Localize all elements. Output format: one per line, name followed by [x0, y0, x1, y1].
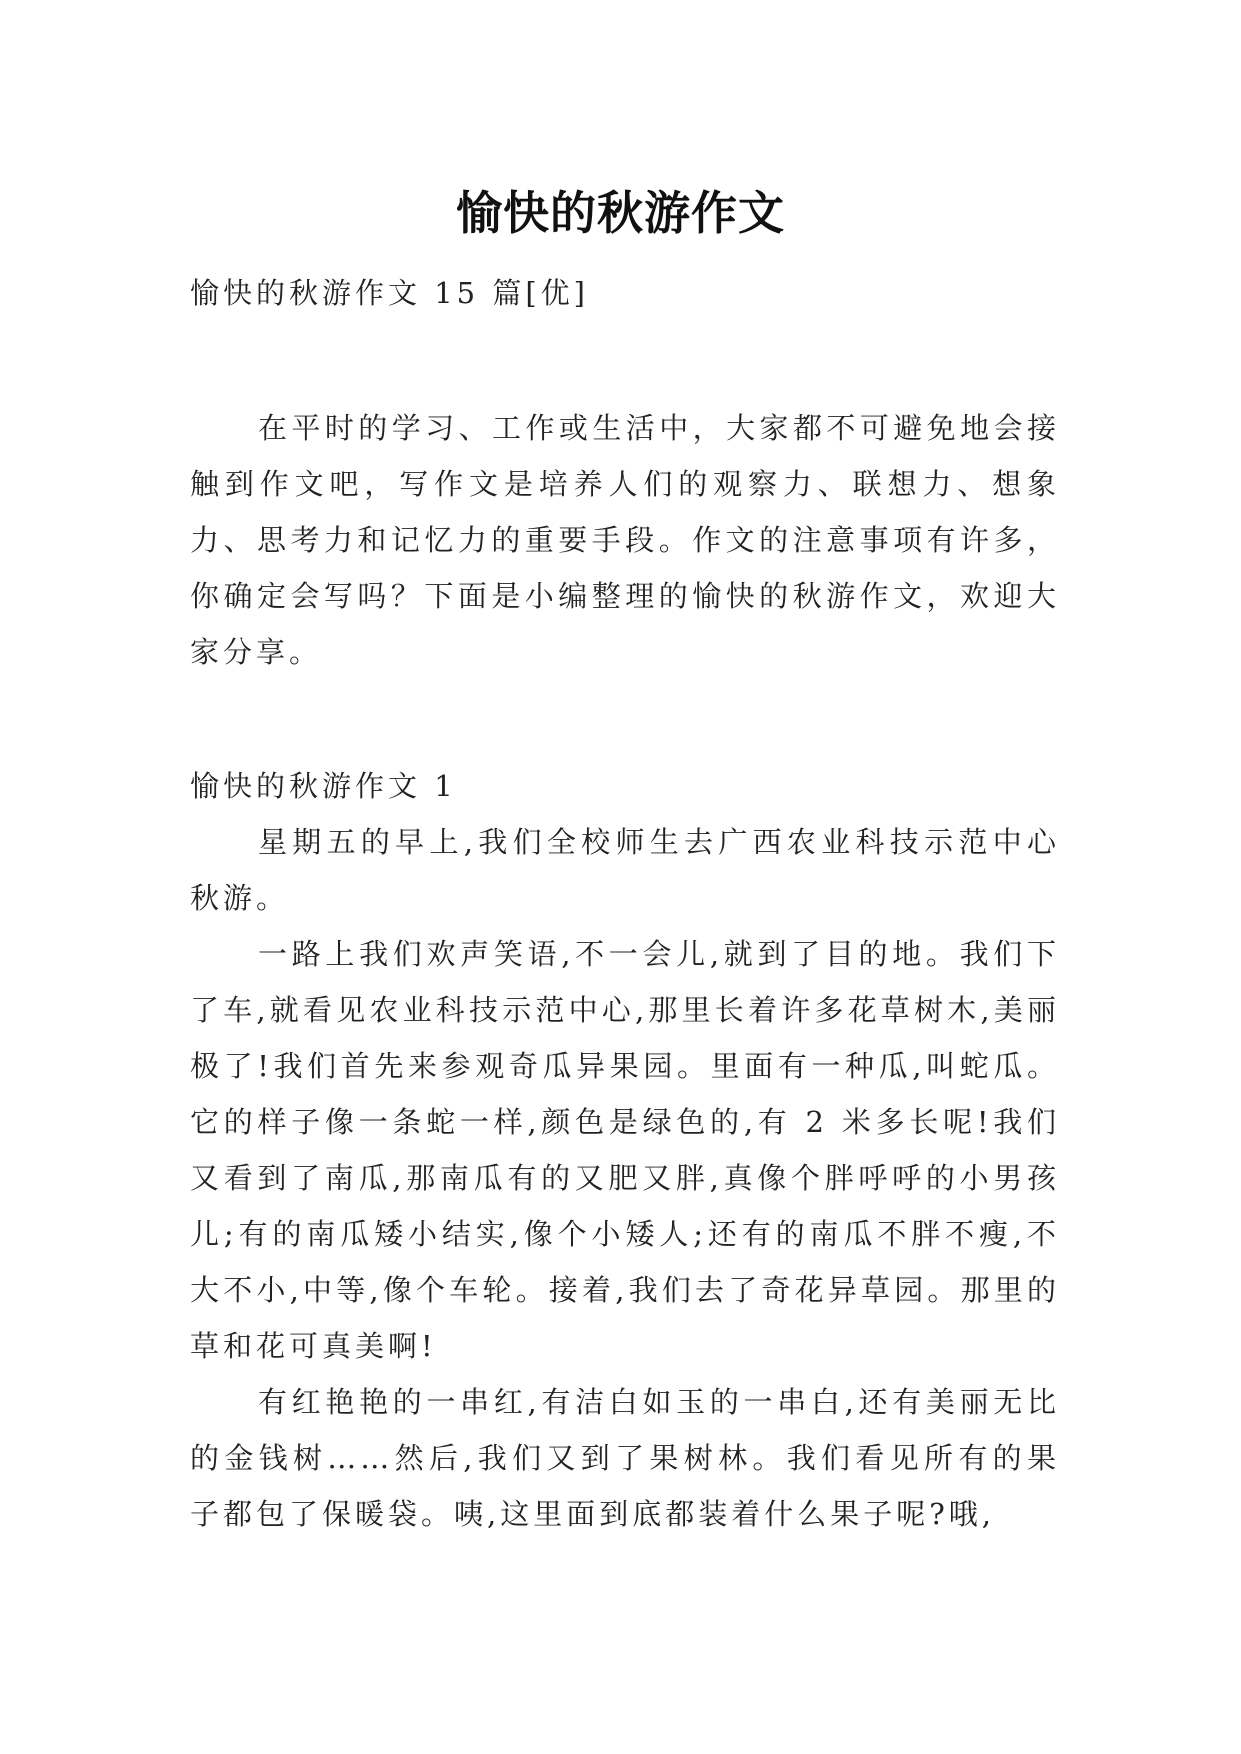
- article-paragraph: 一路上我们欢声笑语,不一会儿,就到了目的地。我们下了车,就看见农业科技示范中心,那里长着许多花草树木,美丽极了!我们首先来参观奇瓜异果园。里面有一种瓜,叫蛇瓜。它的样子像一条蛇一样,颜色是绿色的,有 2 米多长呢!我们又看到了南瓜,那南瓜有的又肥又胖,真像个胖呼呼的小男孩儿;有的南瓜矮小结实,像个小矮人;还有的南瓜不胖不瘦,不大不小,中等,像个车轮。接着,我们去了奇花异草园。那里的草和花可真美啊!: [190, 937, 1060, 1363]
- article-paragraph: 有红艳艳的一串红,有洁白如玉的一串白,还有美丽无比的金钱树……然后,我们又到了果树林。我们看见所有的果子都包了保暖袋。咦,这里面到底都装着什么果子呢?哦,: [190, 1385, 1060, 1531]
- intro-paragraph: 在平时的学习、工作或生活中，大家都不可避免地会接触到作文吧，写作文是培养人们的观察力、联想力、想象力、思考力和记忆力的重要手段。作文的注意事项有许多，你确定会写吗？下面是小编整理的愉快的秋游作文，欢迎大家分享。: [190, 411, 1060, 669]
- document-subtitle: 愉快的秋游作文 15 篇[优]: [190, 276, 589, 310]
- article-paragraph: 星期五的早上,我们全校师生去广西农业科技示范中心秋游。: [190, 825, 1060, 915]
- article-body: [190, 814, 1060, 1542]
- document-title: 愉快的秋游作文: [456, 185, 785, 240]
- section-heading: 愉快的秋游作文 1: [190, 769, 457, 803]
